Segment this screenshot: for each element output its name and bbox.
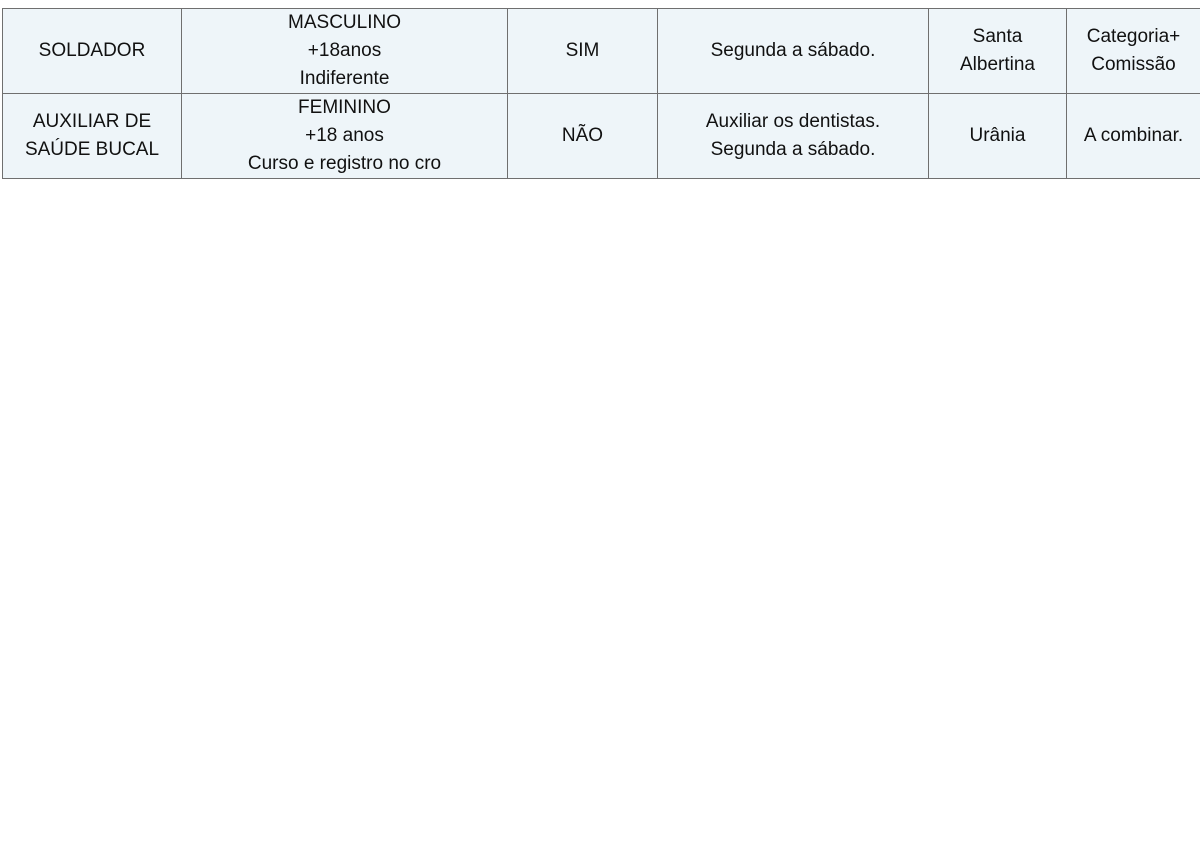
job-title-cell: AUXILIAR DE SAÚDE BUCAL	[3, 94, 182, 179]
salary-cell: Categoria+ Comissão	[1067, 9, 1200, 94]
job-title-cell: SOLDADOR	[3, 9, 182, 94]
requirements-cell: FEMININO +18 anos Curso e registro no cro	[182, 94, 508, 179]
salary-cell: A combinar.	[1067, 94, 1200, 179]
city-cell: Santa Albertina	[929, 9, 1067, 94]
activities-cell: Auxiliar os dentistas. Segunda a sábado.	[658, 94, 929, 179]
table-row	[3, 94, 1200, 179]
table-row	[3, 9, 1200, 94]
activities-cell: Segunda a sábado.	[658, 9, 929, 94]
experience-cell: NÃO	[508, 94, 658, 179]
requirements-cell: MASCULINO +18anos Indiferente	[182, 9, 508, 94]
job-listings-table	[2, 8, 1200, 179]
experience-cell: SIM	[508, 9, 658, 94]
city-cell: Urânia	[929, 94, 1067, 179]
